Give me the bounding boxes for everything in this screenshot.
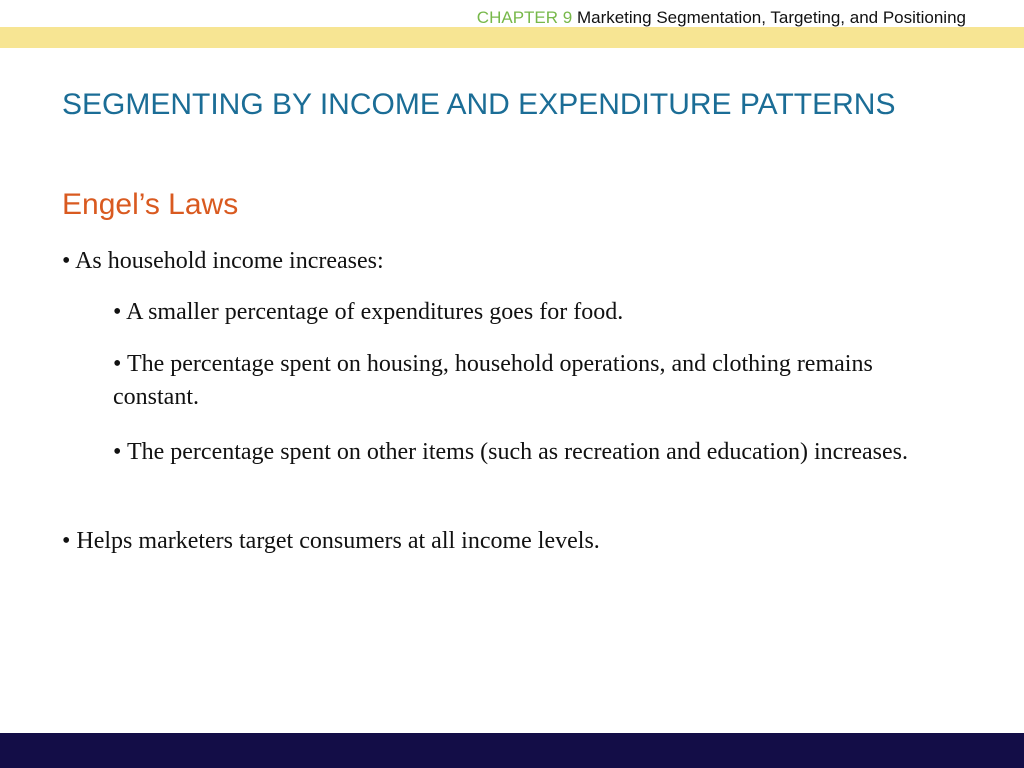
sub-bullet-other-items: • The percentage spent on other items (such as recreation and education) increases. bbox=[113, 439, 908, 465]
bullet-marketers-target: • Helps marketers target consumers at all income levels. bbox=[62, 528, 600, 554]
bullet-income-increases: • As household income increases: bbox=[62, 248, 384, 274]
chapter-header bbox=[477, 8, 966, 28]
header-band bbox=[0, 27, 1024, 48]
slide-title: SEGMENTING BY INCOME AND EXPENDITURE PATTERNS bbox=[62, 88, 896, 121]
chapter-label: CHAPTER 9 bbox=[476, 8, 573, 27]
sub-bullet-housing: • The percentage spent on housing, household operations, and clothing remains constant. bbox=[113, 351, 873, 410]
section-subtitle: Engel’s Laws bbox=[62, 188, 239, 221]
chapter-title: Marketing Segmentation, Targeting, and Positioning bbox=[576, 8, 966, 27]
sub-bullet-food: • A smaller percentage of expenditures goes for food. bbox=[113, 299, 624, 325]
footer-band bbox=[0, 733, 1024, 768]
